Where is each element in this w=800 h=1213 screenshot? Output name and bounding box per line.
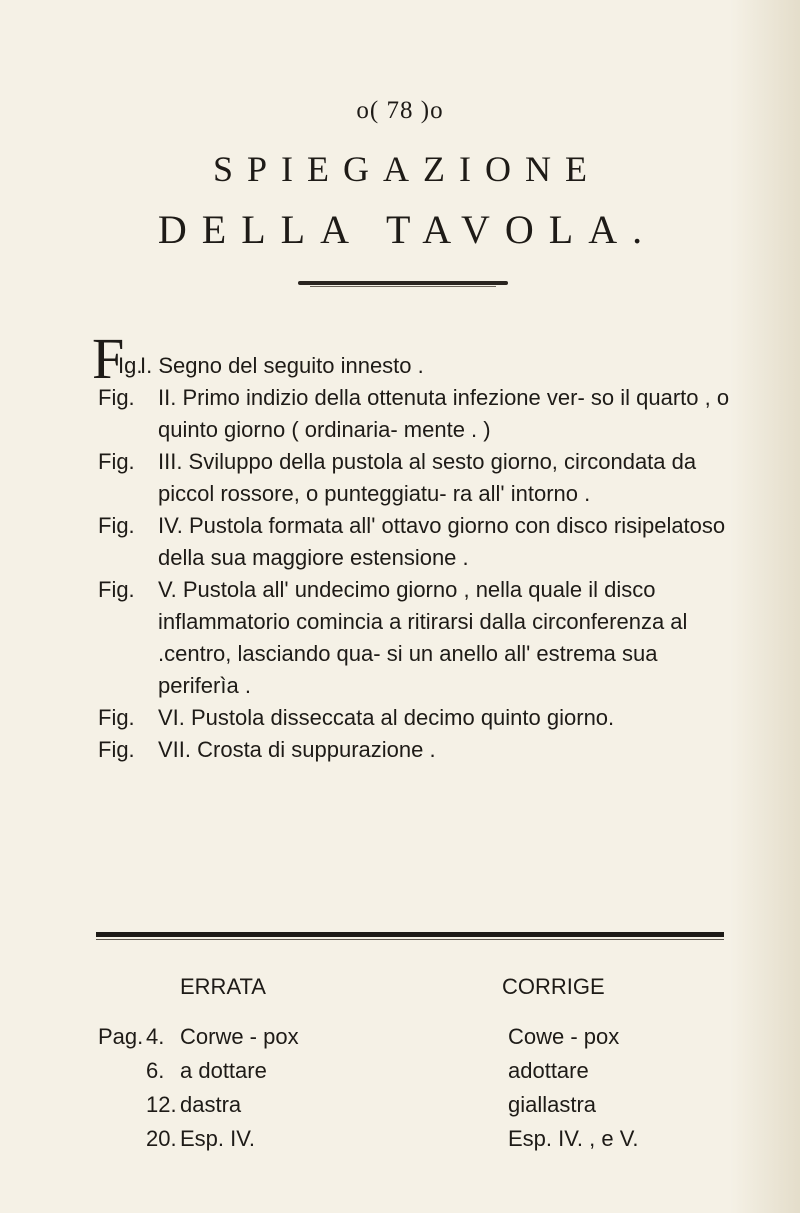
figure-lead: Fig.: [98, 577, 135, 602]
corrige-heading: CORRIGE: [502, 974, 605, 999]
figure-text: VII. Crosta di suppurazione .: [158, 737, 436, 762]
errata-correct: Cowe - pox: [508, 1024, 620, 1049]
figure-entry-4: [98, 510, 738, 574]
figure-entry-3: [98, 446, 738, 510]
errata-row: [98, 1058, 738, 1092]
errata-wrong: Esp. IV.: [180, 1126, 256, 1151]
errata-page: 20.: [146, 1126, 177, 1151]
figure-text: I. Segno del seguito innesto .: [140, 353, 424, 378]
figure-entry-7: [98, 734, 738, 766]
figure-lead: Fig.: [98, 737, 135, 762]
errata-wrong: Corwe - pox: [180, 1024, 299, 1049]
figure-text: II. Primo indizio della ottenuta infezione ver- so il quarto , o quinto giorno ( ordinaria- mente . ): [158, 385, 730, 442]
figure-text: V. Pustola all' undecimo giorno , nella quale il disco inflammatorio comincia a ritirarsi dalla circonferenza al .centro, lasciando qua- si un anello all' estrema sua periferìa .: [158, 577, 688, 698]
figure-lead: Fig.: [98, 705, 135, 730]
figure-text: VI. Pustola disseccata al decimo quinto giorno.: [158, 705, 615, 730]
figure-entry-1: [92, 326, 738, 391]
figure-list: [92, 326, 738, 766]
errata-page: 12.: [146, 1092, 177, 1117]
title-line-2: DELLA TAVOLA.: [157, 207, 658, 252]
errata-page: 4.: [146, 1024, 165, 1049]
decorative-rule-bottom: [96, 932, 724, 937]
errata-header: [98, 974, 738, 1024]
figure-lead: Fig.: [98, 513, 135, 538]
errata-row: [98, 1126, 738, 1160]
figure-entry-2: [98, 382, 738, 446]
figure-lead: Ig.: [118, 353, 143, 378]
errata-row: [98, 1024, 738, 1058]
figure-entry-6: [98, 702, 738, 734]
errata-wrong: a dottare: [180, 1058, 267, 1083]
errata-heading: ERRATA: [180, 974, 266, 999]
decorative-rule-top: [298, 281, 508, 285]
figure-text: III. Sviluppo della pustola al sesto giorno, circondata da piccol rossore, o punteggiatu- ra all' intorno .: [158, 449, 697, 506]
title-line-1: SPIEGAZIONE: [213, 149, 601, 189]
drop-cap: F: [92, 326, 125, 391]
figure-entry-5: [98, 574, 738, 702]
errata-correct: adottare: [508, 1058, 589, 1083]
figure-lead: Fig.: [98, 449, 135, 474]
errata-page: 6.: [146, 1058, 165, 1083]
page-label: Pag.: [98, 1024, 144, 1049]
errata-row: [98, 1092, 738, 1126]
errata-correct: giallastra: [508, 1092, 597, 1117]
page-number: o( 78 )o: [356, 97, 444, 124]
errata-wrong: dastra: [180, 1092, 242, 1117]
figure-text: IV. Pustola formata all' ottavo giorno con disco risipelatoso della sua maggiore estensione .: [158, 513, 726, 570]
errata-correct: Esp. IV. , e V.: [508, 1126, 639, 1151]
errata-table: [98, 974, 738, 1160]
figure-lead: Fig.: [98, 385, 135, 410]
